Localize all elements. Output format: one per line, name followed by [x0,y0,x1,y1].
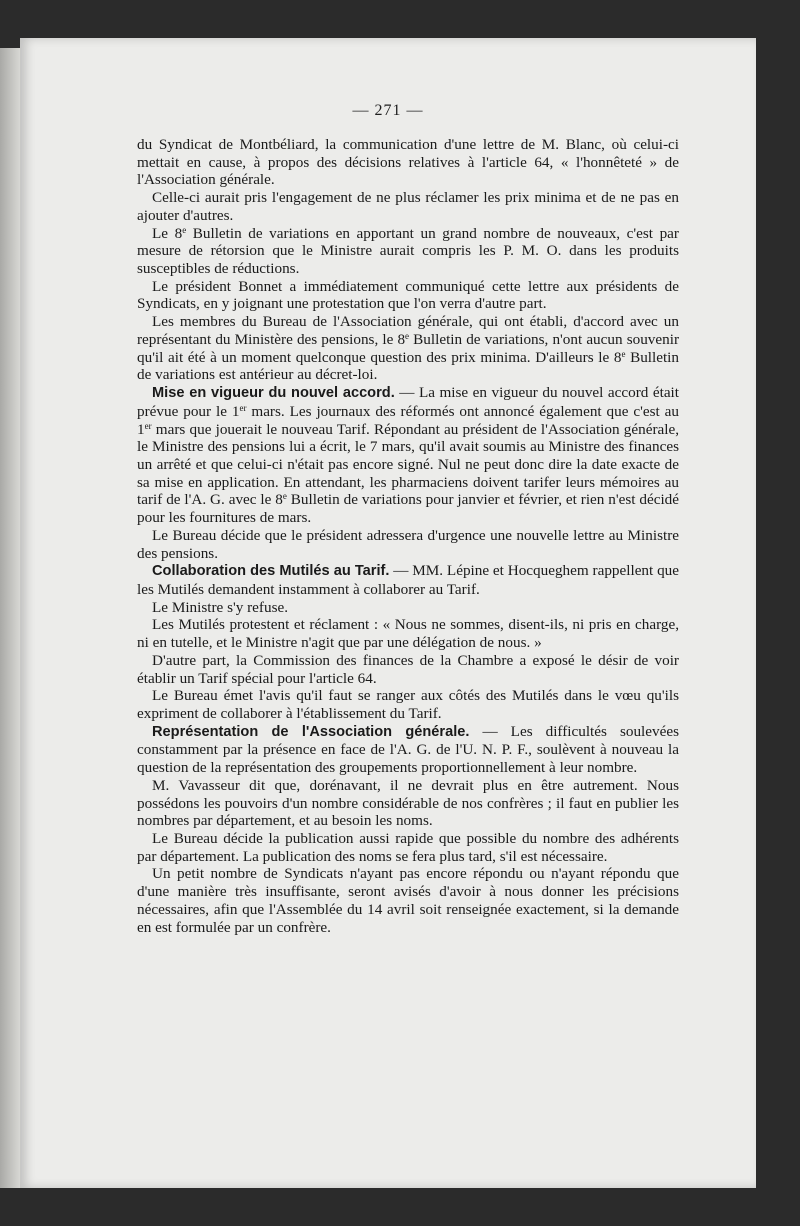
paragraph: Mise en vigueur du nouvel accord. — La mise en vigueur du nouvel accord était prévue pour le 1er mars. Les journaux des réformés ont annoncé également que c'est au 1er mars que jouerait le nouveau Tarif. Répondant au président de l'Association générale, le Ministre des pensions lui a écrit, le 7 mars, qu'il avait soumis au Ministre des finances un arrêté et que celui-ci n'était pas encore signé. Nul ne peut donc dire la date exacte de sa mise en application. En attendant, les pharmaciens doivent tarifer leurs mémoires au tarif de l'A. G. avec le 8e Bulletin de variations pour janvier et février, et rien n'est décidé pour les fournitures de mars. [137,384,680,527]
paragraph: D'autre part, la Commission des finances de la Chambre a exposé le désir de voir établir un Tarif spécial pour l'article 64. [137,651,679,687]
paragraph: Le président Bonnet a immédiatement communiqué cette lettre aux présidents de Syndicats, en y joignant une protestation que l'on verra d'autre part. [137,277,679,313]
paragraph: Le Ministre s'y refuse. [152,598,289,616]
paragraph: Le 8e Bulletin de variations en apportant un grand nombre de nouveaux, c'est par mesure de rétorsion que le Ministre aurait compris les P. M. O. dans les produits susceptibles de réductions. [137,224,679,278]
paragraph: Le Bureau décide la publication aussi rapide que possible du nombre des adhérents par département. La publication des noms se fera plus tard, s'il est nécessaire. [137,830,679,865]
section-heading: Collaboration des Mutilés au Tarif. [152,563,390,580]
section-heading: Représentation de l'Association générale. [152,723,470,740]
section-heading: Mise en vigueur du nouvel accord. [152,385,395,402]
paragraph: Celle-ci aurait pris l'engagement de ne plus réclamer les prix minima et de ne pas en ajouter d'autres. [137,189,679,224]
facing-page-edge [0,48,20,1188]
document-page [20,38,756,1188]
paragraph: M. Vavasseur dit que, dorénavant, il ne devrait plus en être autrement. Nous possédons les pouvoirs d'un nombre considérable de nos confrères ; il faut en publier les nombres par département, et au besoin les noms. [137,776,679,830]
paragraph: Les Mutilés protestent et réclament : « Nous ne sommes, disent-ils, ni pris en charge, ni en tutelle, et le Ministre n'agit que par une délégation de nous. » [137,616,679,652]
paragraph: Le Bureau émet l'avis qu'il faut se ranger aux côtés des Mutilés dans le vœu qu'ils expriment de collaborer à l'établissement du Tarif. [137,687,679,722]
paragraph: Le Bureau décide que le président adressera d'urgence une nouvelle lettre au Ministre des pensions. [137,526,679,562]
paragraph: Représentation de l'Association générale. — Les difficultés soulevées constamment par la présence en face de l'A. G. de l'U. N. P. F., soulèvent à nouveau la question de la représentation des groupements proportionnellement à leur nombre. [137,722,679,777]
paragraph: du Syndicat de Montbéliard, la communication d'une lettre de M. Blanc, où celui-ci mettait en cause, à propos des décisions relatives à l'article 64, « l'honnêteté » de l'Association générale. [137,136,679,189]
paragraph: Collaboration des Mutilés au Tarif. — MM. Lépine et Hocqueghem rappellent que les Mutilés demandent instamment à collaborer au Tarif. [137,562,680,598]
body-text [137,136,679,936]
paragraph: Un petit nombre de Syndicats n'ayant pas encore répondu ou n'ayant répondu que d'une manière très insuffisante, seront avisés d'avoir à nous donner les précisions nécessaires, afin que l'Assemblée du 14 avril soit renseignée exactement, si la demande en est formulée par un confrère. [137,865,679,936]
paragraph: Les membres du Bureau de l'Association générale, qui ont établi, d'accord avec un représentant du Ministère des pensions, le 8e Bulletin de variations, n'ont aucun souvenir qu'il ait été à un moment quelconque question des prix minima. D'ailleurs le 8e Bulletin de variations est antérieur au décret-loi. [137,313,680,384]
page-number: — 271 — [352,102,424,119]
